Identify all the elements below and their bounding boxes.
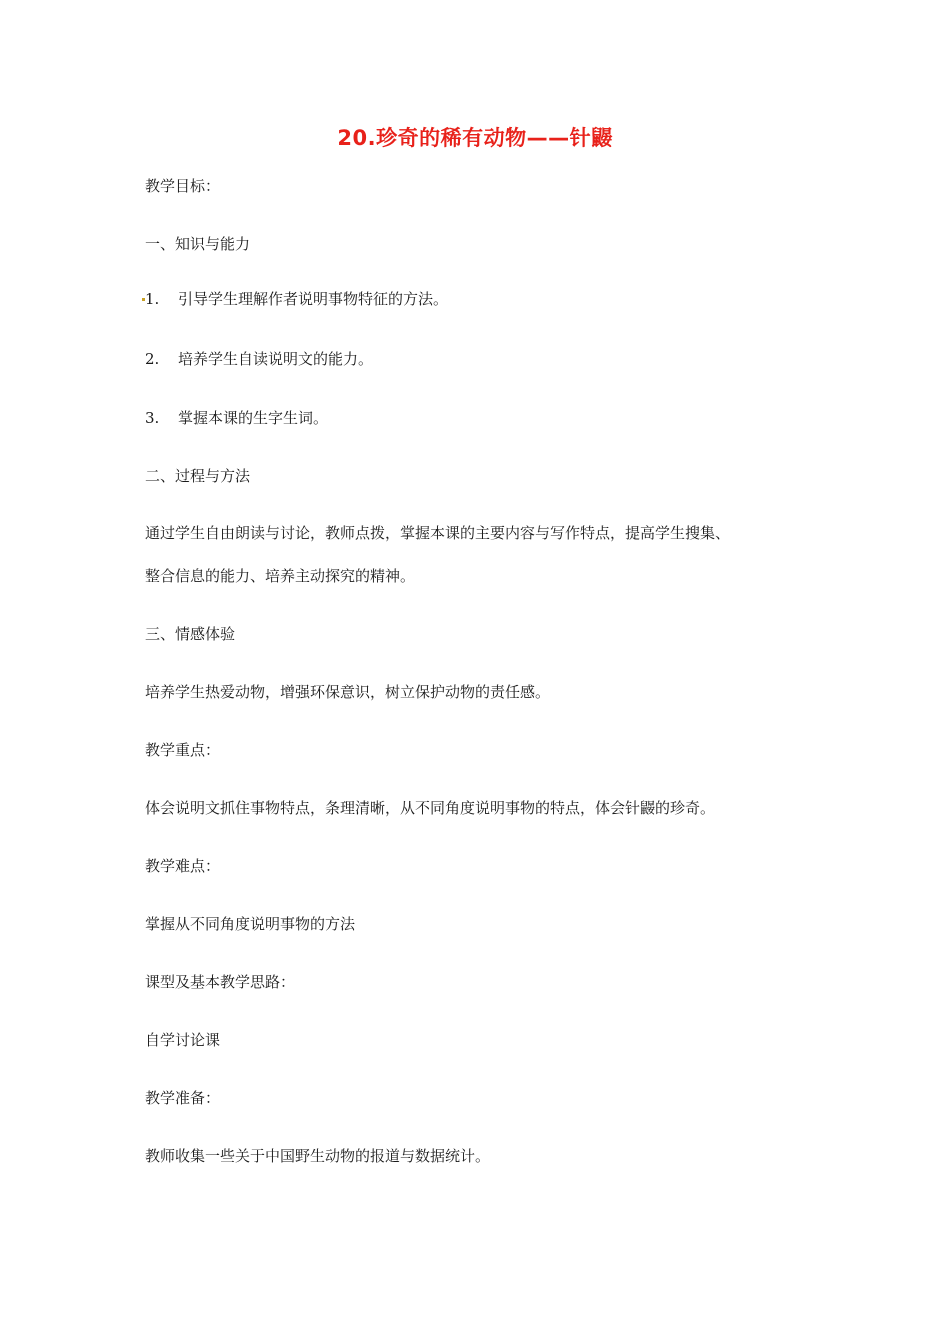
list-item-1 <box>145 289 448 309</box>
subheading-emotion: 三、情感体验 <box>145 625 236 643</box>
paragraph-key-points: 体会说明文抓住事物特点，条理清晰，从不同角度说明事物的特点，体会针鼹的珍奇。 <box>145 799 716 817</box>
paragraph-lesson-type: 自学讨论课 <box>145 1031 221 1049</box>
paragraph-preparation: 教师收集一些关于中国野生动物的报道与数据统计。 <box>145 1147 491 1165</box>
list-number: 3. <box>145 409 160 427</box>
paragraph-difficulties: 掌握从不同角度说明事物的方法 <box>145 915 356 933</box>
section-heading-objectives: 教学目标： <box>145 177 221 195</box>
section-heading-key-points: 教学重点： <box>145 741 221 759</box>
list-item-2 <box>145 349 373 369</box>
subheading-knowledge: 一、知识与能力 <box>145 235 251 253</box>
list-item-3 <box>145 408 328 428</box>
subheading-process: 二、过程与方法 <box>145 467 251 485</box>
paragraph-emotion: 培养学生热爱动物，增强环保意识，树立保护动物的责任感。 <box>145 683 551 701</box>
section-heading-lesson-type: 课型及基本教学思路： <box>145 973 296 991</box>
section-heading-preparation: 教学准备： <box>145 1089 221 1107</box>
paragraph-process-1: 通过学生自由朗读与讨论，教师点拨，掌握本课的主要内容与写作特点，提高学生搜集、 <box>145 524 731 542</box>
list-text: 培养学生自读说明文的能力。 <box>178 350 374 368</box>
list-number: 2. <box>145 350 160 368</box>
list-text: 引导学生理解作者说明事物特征的方法。 <box>178 290 449 308</box>
section-heading-difficulties: 教学难点： <box>145 857 221 875</box>
document-title: 20.珍奇的稀有动物——针鼹 <box>337 126 613 150</box>
paragraph-process-2: 整合信息的能力、培养主动探究的精神。 <box>145 567 416 585</box>
list-number: 1. <box>145 290 160 308</box>
list-text: 掌握本课的生字生词。 <box>178 409 329 427</box>
